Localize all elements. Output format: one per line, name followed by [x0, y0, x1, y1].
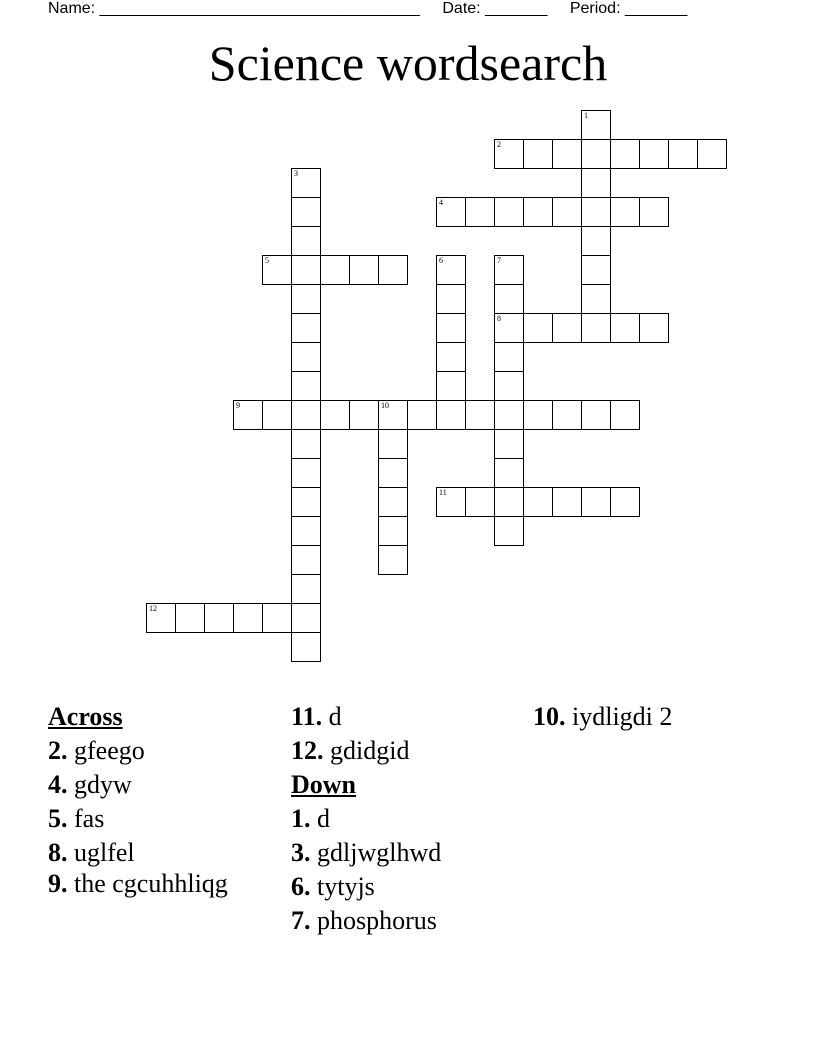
clue-item-number: 2.	[48, 736, 68, 765]
grid-cell[interactable]	[378, 255, 408, 285]
grid-cell[interactable]	[349, 255, 379, 285]
grid-cell[interactable]	[291, 516, 321, 546]
clue-item	[291, 734, 521, 768]
grid-cell[interactable]	[378, 400, 408, 430]
clue-number: 5	[265, 256, 269, 265]
grid-cell[interactable]	[494, 458, 524, 488]
grid-cell[interactable]	[291, 574, 321, 604]
grid-cell[interactable]	[291, 458, 321, 488]
grid-cell[interactable]	[494, 487, 524, 517]
grid-cell[interactable]	[581, 110, 611, 140]
grid-cell[interactable]	[639, 197, 669, 227]
grid-cell[interactable]	[552, 197, 582, 227]
grid-cell[interactable]	[581, 226, 611, 256]
clue-item-text: gdljwglhwd	[310, 838, 442, 867]
clue-item-number: 9.	[48, 869, 68, 898]
period-field[interactable]: Period: _______	[569, 0, 688, 17]
clue-item-number: 6.	[291, 872, 311, 901]
grid-cell[interactable]	[552, 400, 582, 430]
grid-cell[interactable]	[581, 139, 611, 169]
name-field[interactable]: Name: ____________________________________	[48, 0, 420, 17]
clue-number: 3	[294, 169, 298, 178]
grid-cell[interactable]	[291, 313, 321, 343]
grid-cell[interactable]	[407, 400, 437, 430]
grid-cell[interactable]	[581, 255, 611, 285]
clue-number: 7	[497, 256, 501, 265]
clue-column-2	[291, 700, 521, 938]
grid-cell[interactable]	[291, 342, 321, 372]
clue-item-text: phosphorus	[310, 906, 437, 935]
grid-cell[interactable]	[320, 400, 350, 430]
grid-cell[interactable]	[610, 400, 640, 430]
grid-cell[interactable]	[291, 197, 321, 227]
grid-cell[interactable]	[523, 139, 553, 169]
grid-cell[interactable]	[610, 487, 640, 517]
clue-item-text: fas	[67, 804, 105, 833]
grid-cell[interactable]	[378, 516, 408, 546]
clue-item	[48, 802, 248, 836]
grid-cell[interactable]	[262, 400, 292, 430]
grid-cell[interactable]	[291, 400, 321, 430]
clue-item	[48, 734, 248, 768]
grid-cell[interactable]	[523, 400, 553, 430]
grid-cell[interactable]	[639, 313, 669, 343]
grid-cell[interactable]	[639, 139, 669, 169]
grid-cell[interactable]	[494, 284, 524, 314]
clue-item-text: gdidgid	[323, 736, 410, 765]
clue-item-text: gdyw	[67, 770, 132, 799]
grid-cell[interactable]	[494, 197, 524, 227]
clue-item	[291, 802, 521, 836]
grid-cell[interactable]	[291, 545, 321, 575]
clue-item-number: 8.	[48, 838, 68, 867]
grid-cell[interactable]	[291, 168, 321, 198]
clue-item-text: tytyjs	[310, 872, 375, 901]
grid-cell[interactable]	[610, 313, 640, 343]
grid-cell[interactable]	[465, 400, 495, 430]
grid-cell[interactable]	[494, 429, 524, 459]
grid-cell[interactable]	[552, 313, 582, 343]
clue-item	[48, 836, 248, 870]
grid-cell[interactable]	[436, 255, 466, 285]
clue-number: 6	[439, 256, 443, 265]
grid-cell[interactable]	[436, 342, 466, 372]
clue-item	[291, 836, 521, 870]
clue-item-text: the cgcuhhliqg	[67, 869, 228, 898]
grid-cell[interactable]	[581, 168, 611, 198]
clue-item	[291, 700, 521, 734]
grid-cell[interactable]	[581, 487, 611, 517]
grid-cell[interactable]	[378, 545, 408, 575]
clue-item-text: iydligdi 2	[565, 702, 673, 731]
clue-item	[48, 870, 248, 898]
grid-cell[interactable]	[378, 458, 408, 488]
clue-number: 9	[236, 401, 240, 410]
grid-cell[interactable]	[552, 487, 582, 517]
clue-number: 4	[439, 198, 443, 207]
clue-column-1	[48, 700, 248, 898]
grid-cell[interactable]	[494, 516, 524, 546]
grid-cell[interactable]	[436, 400, 466, 430]
grid-cell[interactable]	[378, 487, 408, 517]
grid-cell[interactable]	[523, 487, 553, 517]
grid-cell[interactable]	[494, 255, 524, 285]
clue-item	[48, 768, 248, 802]
grid-cell[interactable]	[610, 139, 640, 169]
clue-section-heading: Down	[291, 770, 357, 799]
grid-cell[interactable]	[349, 400, 379, 430]
clue-number: 8	[497, 314, 501, 323]
grid-cell[interactable]	[581, 284, 611, 314]
grid-cell[interactable]	[436, 313, 466, 343]
grid-cell[interactable]	[523, 313, 553, 343]
grid-cell[interactable]	[436, 284, 466, 314]
grid-cell[interactable]	[552, 139, 582, 169]
grid-cell[interactable]	[233, 400, 263, 430]
grid-cell[interactable]	[175, 603, 205, 633]
grid-cell[interactable]	[262, 255, 292, 285]
clue-item-number: 7.	[291, 906, 311, 935]
clue-item-number: 4.	[48, 770, 68, 799]
clue-number: 12	[149, 604, 157, 613]
grid-cell[interactable]	[436, 197, 466, 227]
clue-column-3	[533, 700, 773, 734]
grid-cell[interactable]	[697, 139, 727, 169]
grid-cell[interactable]	[291, 226, 321, 256]
grid-cell[interactable]	[668, 139, 698, 169]
grid-cell[interactable]	[581, 197, 611, 227]
grid-cell[interactable]	[291, 603, 321, 633]
grid-cell[interactable]	[378, 429, 408, 459]
grid-cell[interactable]	[494, 342, 524, 372]
grid-cell[interactable]	[233, 603, 263, 633]
grid-cell[interactable]	[262, 603, 292, 633]
grid-cell[interactable]	[146, 603, 176, 633]
page-title: Science wordsearch	[208, 35, 608, 91]
grid-cell[interactable]	[494, 313, 524, 343]
clue-item-text: uglfel	[67, 838, 135, 867]
grid-cell[interactable]	[465, 487, 495, 517]
grid-cell[interactable]	[291, 487, 321, 517]
grid-cell[interactable]	[291, 371, 321, 401]
grid-cell[interactable]	[320, 255, 350, 285]
clue-item-number: 1.	[291, 804, 311, 833]
grid-cell[interactable]	[523, 197, 553, 227]
clue-section-heading: Across	[48, 702, 123, 731]
grid-cell[interactable]	[436, 487, 466, 517]
clue-number: 10	[381, 401, 389, 410]
clue-item-number: 3.	[291, 838, 311, 867]
clue-item-number: 11.	[291, 702, 323, 731]
date-field[interactable]: Date: _______	[442, 0, 548, 17]
grid-cell[interactable]	[610, 197, 640, 227]
grid-cell[interactable]	[204, 603, 234, 633]
clue-item	[291, 870, 521, 904]
clue-item-text: d	[322, 702, 342, 731]
clue-item-text: gfeego	[67, 736, 145, 765]
grid-cell[interactable]	[436, 371, 466, 401]
clue-item-number: 12.	[291, 736, 324, 765]
grid-cell[interactable]	[291, 255, 321, 285]
grid-cell[interactable]	[581, 313, 611, 343]
grid-cell[interactable]	[465, 197, 495, 227]
clue-number: 2	[497, 140, 501, 149]
grid-cell[interactable]	[494, 139, 524, 169]
clue-item-number: 5.	[48, 804, 68, 833]
clue-number: 11	[439, 488, 447, 497]
grid-cell[interactable]	[581, 400, 611, 430]
clue-item	[533, 700, 773, 734]
grid-cell[interactable]	[291, 429, 321, 459]
grid-cell[interactable]	[494, 400, 524, 430]
clue-number: 1	[584, 111, 588, 120]
grid-cell[interactable]	[291, 632, 321, 662]
grid-cell[interactable]	[494, 371, 524, 401]
clue-item	[291, 904, 521, 938]
clue-item-text: d	[310, 804, 330, 833]
clue-item-number: 10.	[533, 702, 566, 731]
grid-cell[interactable]	[291, 284, 321, 314]
